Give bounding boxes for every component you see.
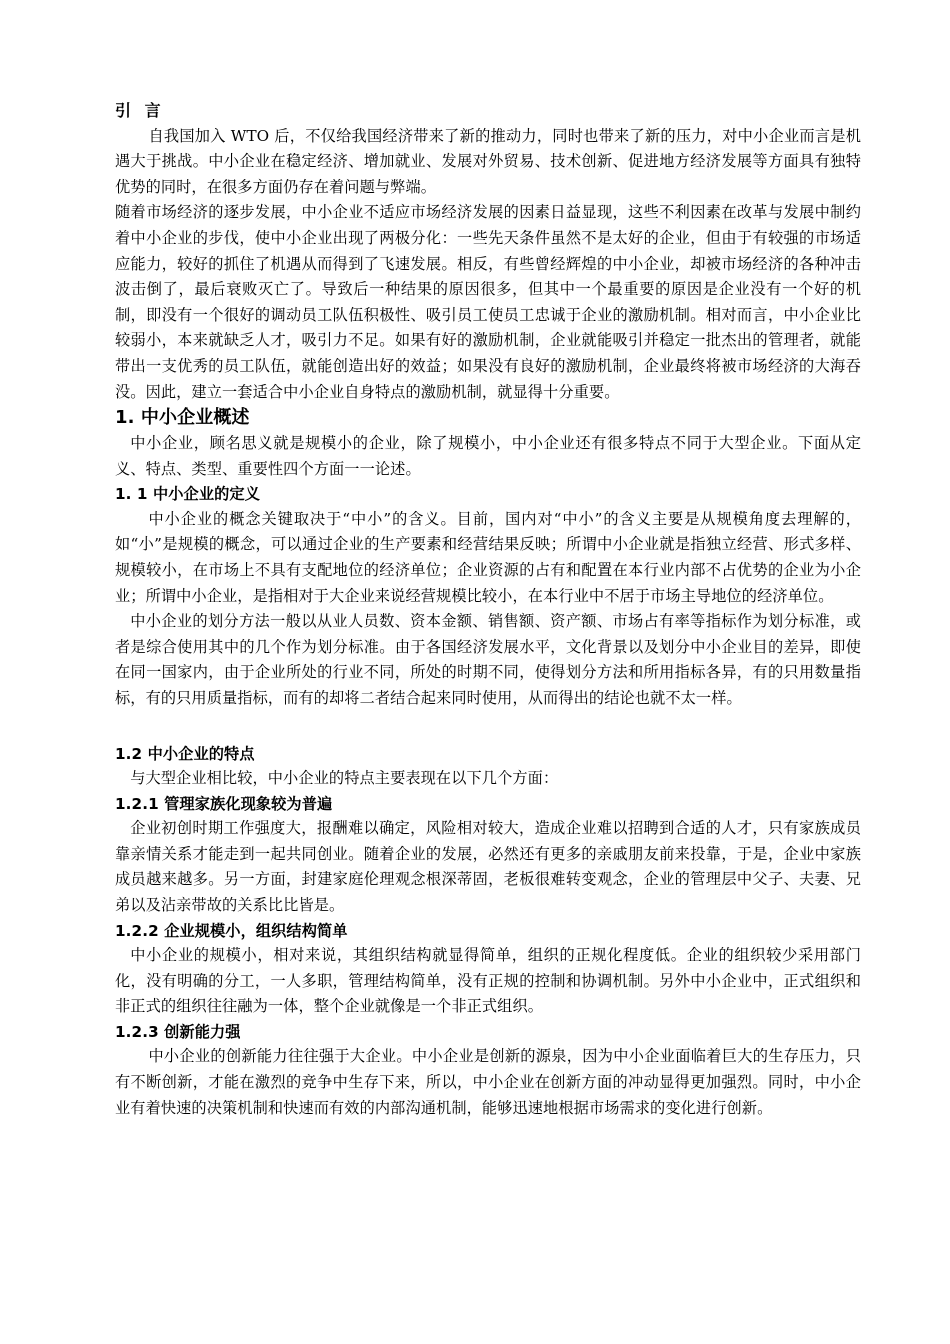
section-1-2-heading: 1.2 中小企业的特点: [115, 744, 255, 763]
section-1-paragraph: 中小企业，顾名思义就是规模小的企业，除了规模小，中小企业还有很多特点不同于大型企业。下面从定义、特点、类型、重要性四个方面一一论述。: [115, 434, 861, 478]
intro-paragraph-1: 自我国加入 WTO 后，不仅给我国经济带来了新的推动力，同时也带来了新的压力，对中小企业而言是机遇大于挑战。中小企业在稳定经济、增加就业、发展对外贸易、技术创新、促进地方经济发展等方面具有独特优势的同时，在很多方面仍存在着问题与弊端。: [115, 126, 861, 196]
section-1-2-3-paragraph: 中小企业的创新能力往往强于大企业。中小企业是创新的源泉，因为中小企业面临着巨大的生存压力，只有不断创新，才能在激烈的竞争中生存下来，所以，中小企业在创新方面的冲动显得更加强烈。同时，中小企业有着快速的决策机制和快速而有效的内部沟通机制，能够迅速地根据市场需求的变化进行创新。: [115, 1047, 861, 1117]
spacer: [115, 712, 861, 742]
section-1-2-paragraph: 与大型企业相比较，中小企业的特点主要表现在以下几个方面：: [130, 769, 559, 788]
section-1-2-1-paragraph: 企业初创时期工作强度大，报酬难以确定，风险相对较大，造成企业难以招聘到合适的人才，只有家族成员靠亲情关系才能走到一起共同创业。随着企业的发展，必然还有更多的亲戚朋友前来投靠，于是，企业中家族成员越来越多。另一方面，封建家庭伦理观念根深蒂固，老板很难转变观念，企业的管理层中父子、夫妻、兄弟以及沾亲带故的关系比比皆是。: [115, 819, 861, 914]
section-1-1-paragraph-1: 中小企业的概念关键取决于“中小”的含义。目前，国内对“中小”的含义主要是从规模角度去理解的，如“小”是规模的概念，可以通过企业的生产要素和经营结果反映；所谓中小企业就是指独立经营、形式多样、规模较小，在市场上不具有支配地位的经济单位；企业资源的占有和配置在本行业内部不占优势的企业为小企业；所谓中小企业，是指相对于大企业来说经营规模比较小，在本行业中不居于市场主导地位的经济单位。: [115, 509, 861, 605]
section-1-2-3-heading: 1.2.3 创新能力强: [115, 1022, 241, 1041]
section-1-heading: 1. 中小企业概述: [115, 407, 250, 429]
section-1-2-1-heading: 1.2.1 管理家族化现象较为普遍: [115, 794, 333, 813]
intro-heading: 引 言: [115, 101, 165, 120]
section-1-1-heading: 1. 1 中小企业的定义: [115, 485, 260, 504]
section-1-1-paragraph-2: 中小企业的划分方法一般以从业人员数、资本金额、销售额、资产额、市场占有率等指标作为划分标准，或者是综合使用其中的几个作为划分标准。由于各国经济发展水平，文化背景以及划分中小企业目的差异，即使在同一国家内，由于企业所处的行业不同，所处的时期不同，使得划分方法和所用指标各异，有的只用数量指标，有的只用质量指标，而有的却将二者结合起来同时使用，从而得出的结论也就不太一样。: [115, 612, 861, 707]
intro-paragraph-2: 随着市场经济的逐步发展，中小企业不适应市场经济发展的因素日益显现，这些不利因素在改革与发展中制约着中小企业的步伐，使中小企业出现了两极分化：一些先天条件虽然不是太好的企业，但由于有较强的市场适应能力，较好的抓住了机遇从而得到了飞速发展。相反，有些曾经辉煌的中小企业，却被市场经济的各种冲击波击倒了，最后衰败灭亡了。导致后一种结果的原因很多，但其中一个最重要的原因是企业没有一个好的机制，即没有一个很好的调动员工队伍积极性、吸引员工使员工忠诚于企业的激励机制。相对而言，中小企业比较弱小，本来就缺乏人才，吸引力不足。如果有好的激励机制，企业就能吸引并稳定一批杰出的管理者，就能带出一支优秀的员工队伍，就能创造出好的效益；如果没有良好的激励机制，企业最终将被市场经济的大海吞没。因此，建立一套适合中小企业自身特点的激励机制，就显得十分重要。: [115, 203, 861, 401]
section-1-2-2-paragraph: 中小企业的规模小，相对来说，其组织结构就显得简单，组织的正规化程度低。企业的组织较少采用部门化，没有明确的分工，一人多职，管理结构简单，没有正规的控制和协调机制。另外中小企业中，正式组织和非正式的组织往往融为一体，整个企业就像是一个非正式组织。: [115, 946, 861, 1016]
document-page: [115, 98, 861, 1121]
section-1-2-2-heading: 1.2.2 企业规模小，组织结构简单: [115, 921, 348, 940]
